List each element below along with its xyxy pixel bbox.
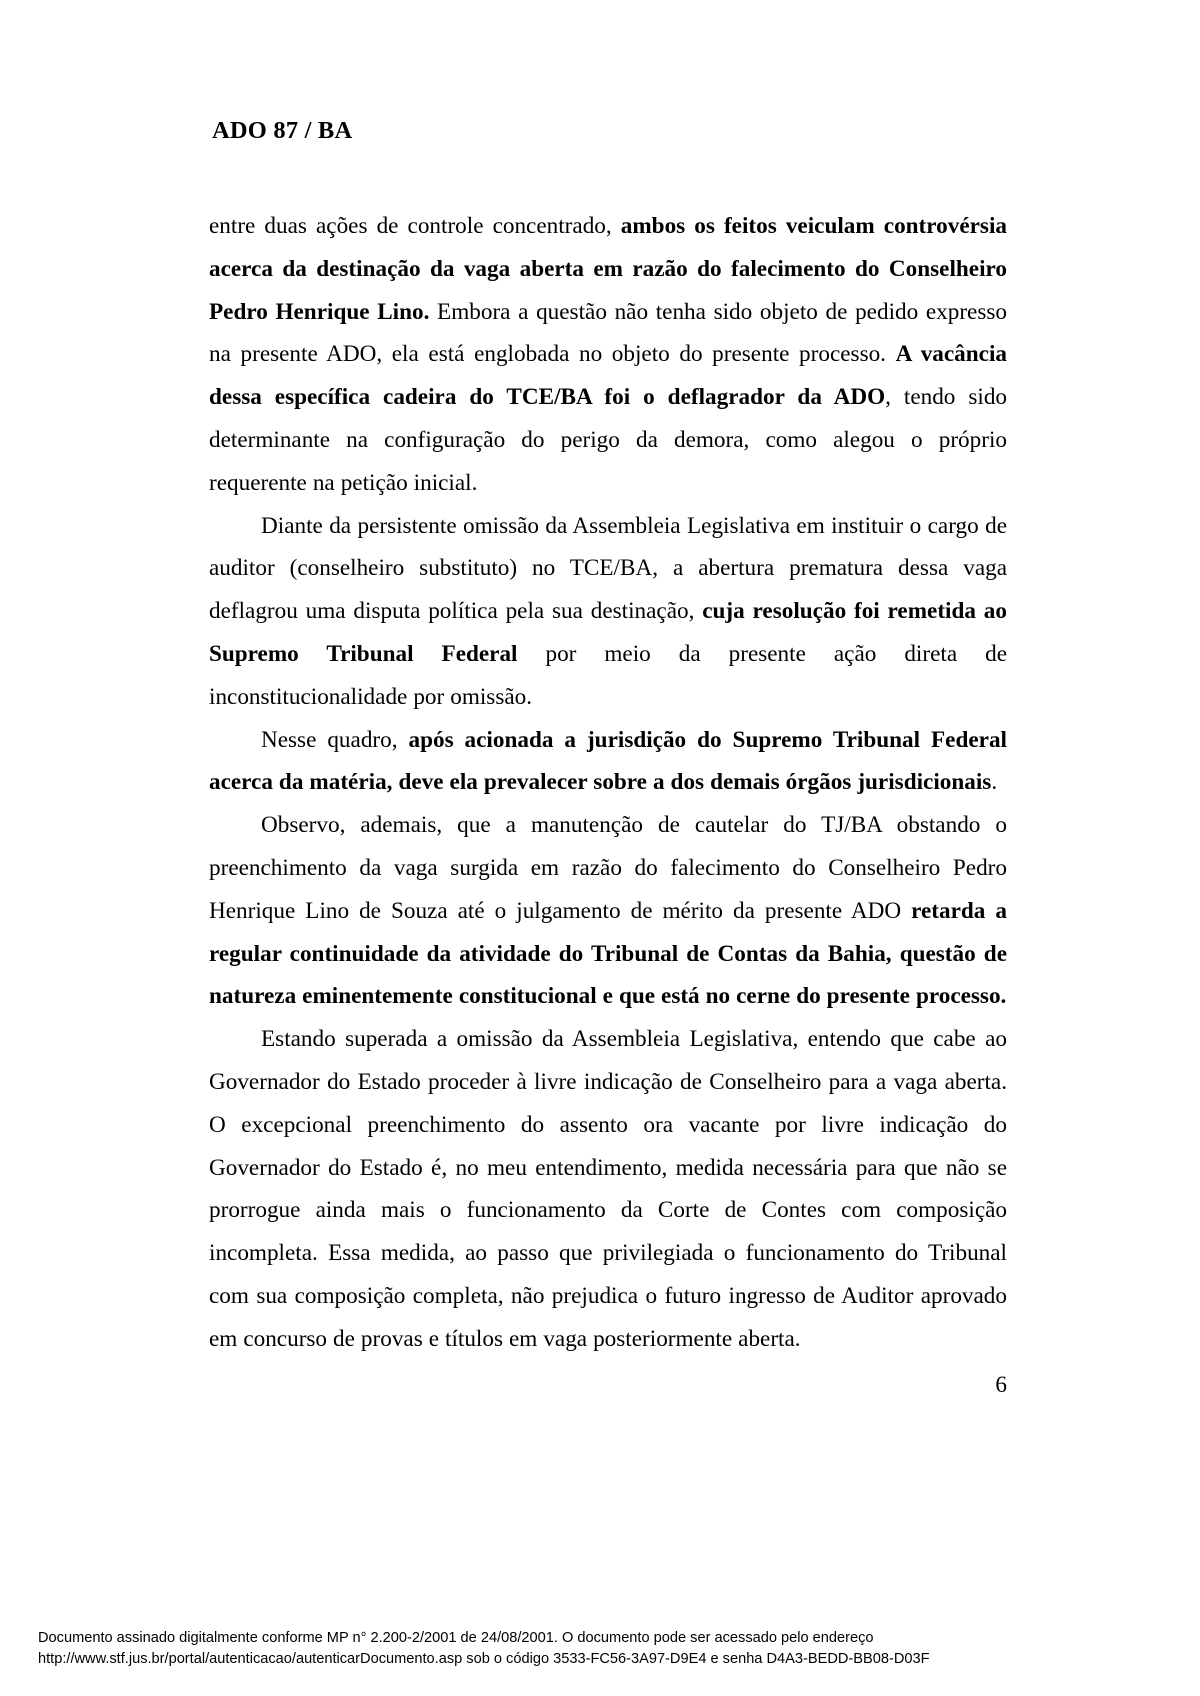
footer-line-authentication-notice: Documento assinado digitalmente conforme MP n° 2.200-2/2001 de 24/08/2001. O documento pode ser acessado pelo endereço <box>38 1630 874 1646</box>
text-run: , tendo sido determinante na configuração do perigo da demora, como alegou o próprio requerente na petição inicial. <box>209 384 1008 496</box>
page-number: 6 <box>995 1372 1007 1398</box>
text-run: Diante da persistente omissão da Assembleia Legislativa em instituir o cargo de auditor (conselheiro substituto) no TCE/BA, a abertura prematura dessa vaga deflagrou uma disputa política pela sua destinação, <box>209 512 1007 625</box>
text-run-bold: ambos os feitos veiculam controvérsia acerca da destinação da vaga aberta em razão do falecimento do Conselheiro Pedro Henrique Lino. <box>209 213 1007 325</box>
text-run: entre duas ações de controle concentrado, <box>209 213 621 239</box>
footer-line-authentication-url: http://www.stf.jus.br/portal/autenticacao/autenticarDocumento.asp sob o código 3533-FC56-3A97-D9E4 e senha D4A3-BEDD-BB08-D03F <box>38 1650 930 1667</box>
text-run: Embora a questão não tenha sido objeto de pedido expresso na presente ADO, ela está englobada no objeto do presente processo. <box>209 298 1007 368</box>
paragraph-4 <box>209 804 1007 1018</box>
paragraph-2 <box>209 505 1007 719</box>
paragraph-5 <box>209 1018 1007 1360</box>
text-run: . <box>991 769 998 796</box>
text-run: Estando superada a omissão da Assembleia Legislativa, entendo que cabe ao Governador do Estado proceder à livre indicação de Conselheiro para a vaga aberta. O excepcional preenchimento do assento ora vacante por livre indicação do Governador do Estado é, no meu entendimento, medida necessária para que não se prorrogue ainda mais o funcionamento da Corte de Contes com composição incompleta. Essa medida, ao passo que privilegiada o funcionamento do Tribunal com sua composição completa, não prejudica o futuro ingresso de Auditor aprovado em concurso de provas e títulos em vaga posteriormente aberta. <box>209 1026 1007 1352</box>
text-run-bold: após acionada a jurisdição do Supremo Tribunal Federal acerca da matéria, deve ela prevalecer sobre a dos demais órgãos jurisdicionais <box>209 726 1007 796</box>
text-run: Nesse quadro, <box>261 726 409 753</box>
text-run-bold: retarda a regular continuidade da atividade do Tribunal de Contas da Bahia, questão de natureza eminentemente constitucional e que está no cerne do presente processo. <box>209 897 1008 1010</box>
text-run-bold: cuja resolução foi remetida ao Supremo Tribunal Federal <box>209 598 1007 667</box>
paragraph-3 <box>209 719 1007 805</box>
document-body <box>209 205 1007 1361</box>
text-run: Observo, ademais, que a manutenção de cautelar do TJ/BA obstando o preenchimento da vaga surgida em razão do falecimento do Conselheiro Pedro Henrique Lino de Souza até o julgamento de mérito da presente ADO <box>209 812 1007 924</box>
paragraph-1 <box>209 205 1007 505</box>
digital-signature-footer <box>38 1628 1162 1669</box>
running-head: ADO 87 / BA <box>212 117 353 144</box>
text-run: por meio da presente ação direta de inconstitucionalidade por omissão. <box>209 640 1007 710</box>
text-run-bold: A vacância dessa específica cadeira do TCE/BA foi o deflagrador da ADO <box>209 341 1007 411</box>
